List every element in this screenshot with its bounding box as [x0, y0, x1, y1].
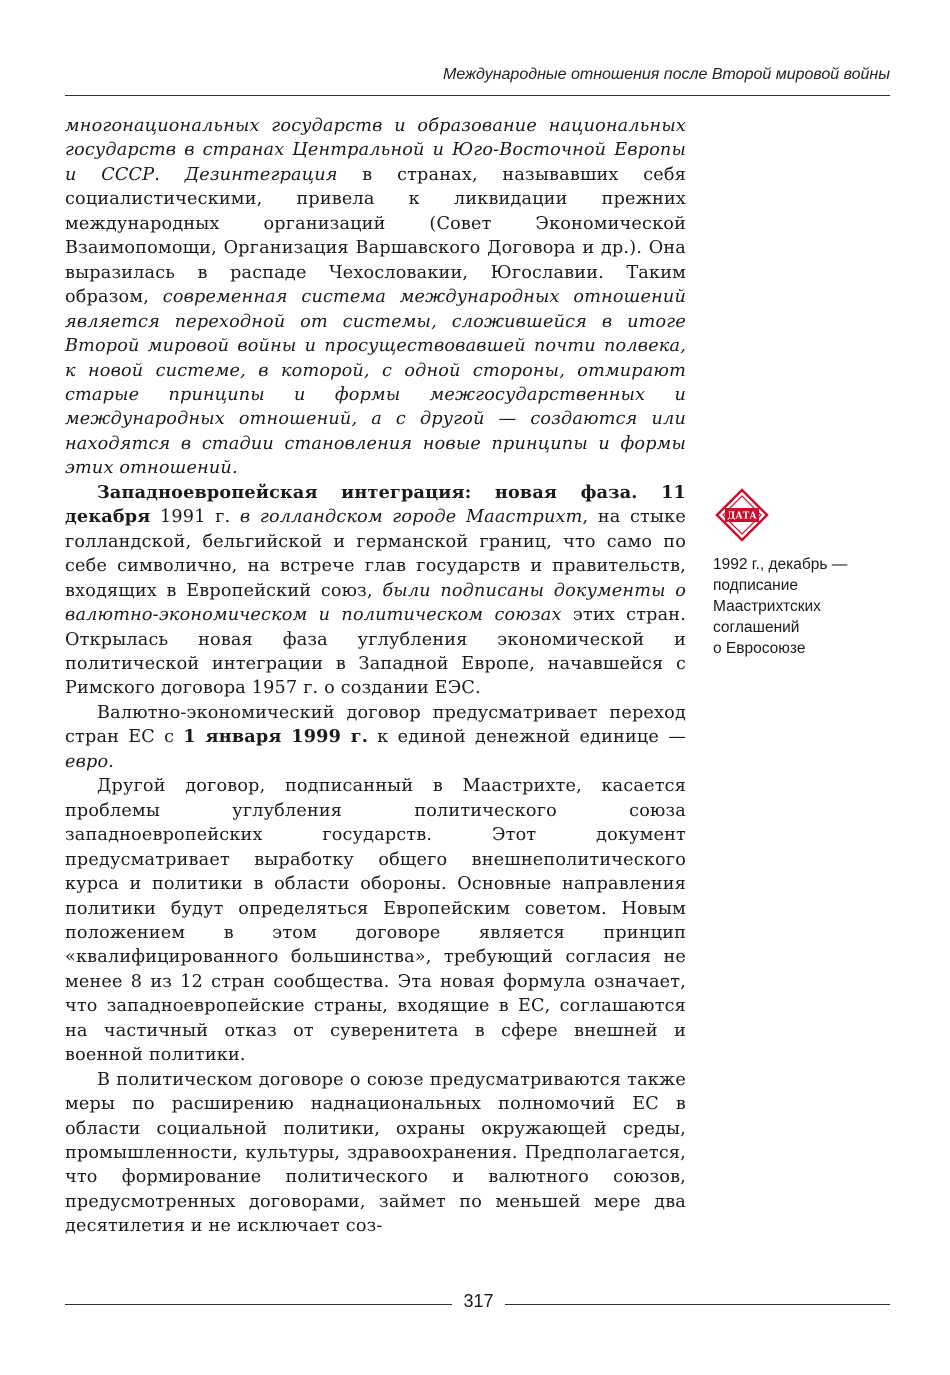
paragraph-3	[65, 701, 686, 774]
page-footer	[65, 1291, 890, 1317]
note-line: Маастрихтских	[713, 598, 821, 615]
badge-label: ДАТА	[727, 511, 757, 522]
paragraph-4: Другой договор, подписанный в Маастрихте, касается проблемы углубления политического союза западноевропейских государств. Этот документ предусматривает выработку общего внешнеполитического курса и политики в области обороны. Основные направления политики будут определяться Европейским советом. Новым положением в этом договоре является принцип «квалифицированного большинства», требующий согласия не менее 8 из 12 стран сообщества. Эта новая формула означает, что западноевропейские страны, входящие в ЕС, соглашаются на частичный отказ от суверенитета в сфере внешней и военной политики.	[65, 776, 686, 1066]
running-title: Международные отношения после Второй мировой войны	[443, 66, 890, 83]
page-number: 317	[463, 1291, 494, 1311]
note-line: о Евросоюзе	[713, 640, 806, 657]
p2-text-2: этих стран. Открылась новая фаза углубления экономической и политической интеграции в Западной Европе, начавшейся с Римского договора 1957 г. о создании ЕЭС.	[65, 605, 686, 699]
footer-rule-right	[505, 1304, 890, 1305]
p1-term-disintegration: Дезинтеграция	[184, 164, 338, 185]
header-rule	[65, 95, 890, 96]
main-text-column	[65, 114, 686, 1239]
p1-text: в странах, называвших себя социалистическими, привела к ликвидации прежних международных организаций (Совет Экономической Взаимопомощи, Организация Варшавского Договора и др.). Она выразилась в распаде Чехословакии, Югославии. Таким образом,	[65, 164, 687, 308]
p1-italic-conclusion: современная система международных отношений является переходной от системы, сложившейся в итоге Второй мировой войны и просуществовавшей почти полвека, к новой системе, в которой, с одной стороны, отмирают старые принципы и формы межгосударственных и международных отношений, а с другой — создаются или находятся в стадии становления новые принципы и формы этих отношений.	[65, 287, 686, 479]
p2-italic-place: в голландском городе Маастрихт	[239, 507, 583, 528]
paragraph-2	[65, 481, 686, 701]
paragraph-1	[65, 114, 686, 481]
footer-rule-left	[65, 1304, 452, 1305]
date-badge-icon	[715, 488, 769, 542]
p2-italic-documents: были подписаны документы о валютно-экономическом и политическом союзах	[65, 580, 686, 626]
p2-text-1: , на стыке голландской, бельгийской и германской границ, что само по себе символично, на встрече глав государств и правительств, входящих в Европейский союз,	[65, 507, 686, 601]
p3-euro: евро.	[65, 751, 115, 772]
p3-text-1: Валютно-экономический договор предусматривает переход стран ЕС с	[65, 702, 686, 748]
p2-heading: Западноевропейская интеграция: новая фаза. 11 декабря	[65, 481, 686, 528]
p3-date: 1 января 1999 г.	[183, 726, 369, 748]
p1-italic-start: многонациональных государств и образование национальных государств в странах Центральной и Юго-Восточной Европы и СССР.	[65, 116, 686, 185]
margin-date-note	[713, 488, 898, 659]
note-line: 1992 г., декабрь —	[713, 556, 848, 573]
date-note-text	[713, 554, 898, 659]
note-line: соглашений	[713, 619, 800, 636]
paragraph-5: В политическом договоре о союзе предусматриваются также меры по расширению наднациональных полномочий ЕС в области социальной политики, охраны окружающей среды, промышленности, культуры, здравоохранения. Предполагается, что формирование политического и валютного союзов, предусмотренных договорами, займет по меньшей мере два десятилетия и не исключает соз-	[65, 1069, 686, 1237]
p2-date: 1991 г.	[150, 507, 240, 528]
p3-text-2: к единой денежной единице —	[368, 727, 686, 748]
note-line: подписание	[713, 577, 798, 594]
